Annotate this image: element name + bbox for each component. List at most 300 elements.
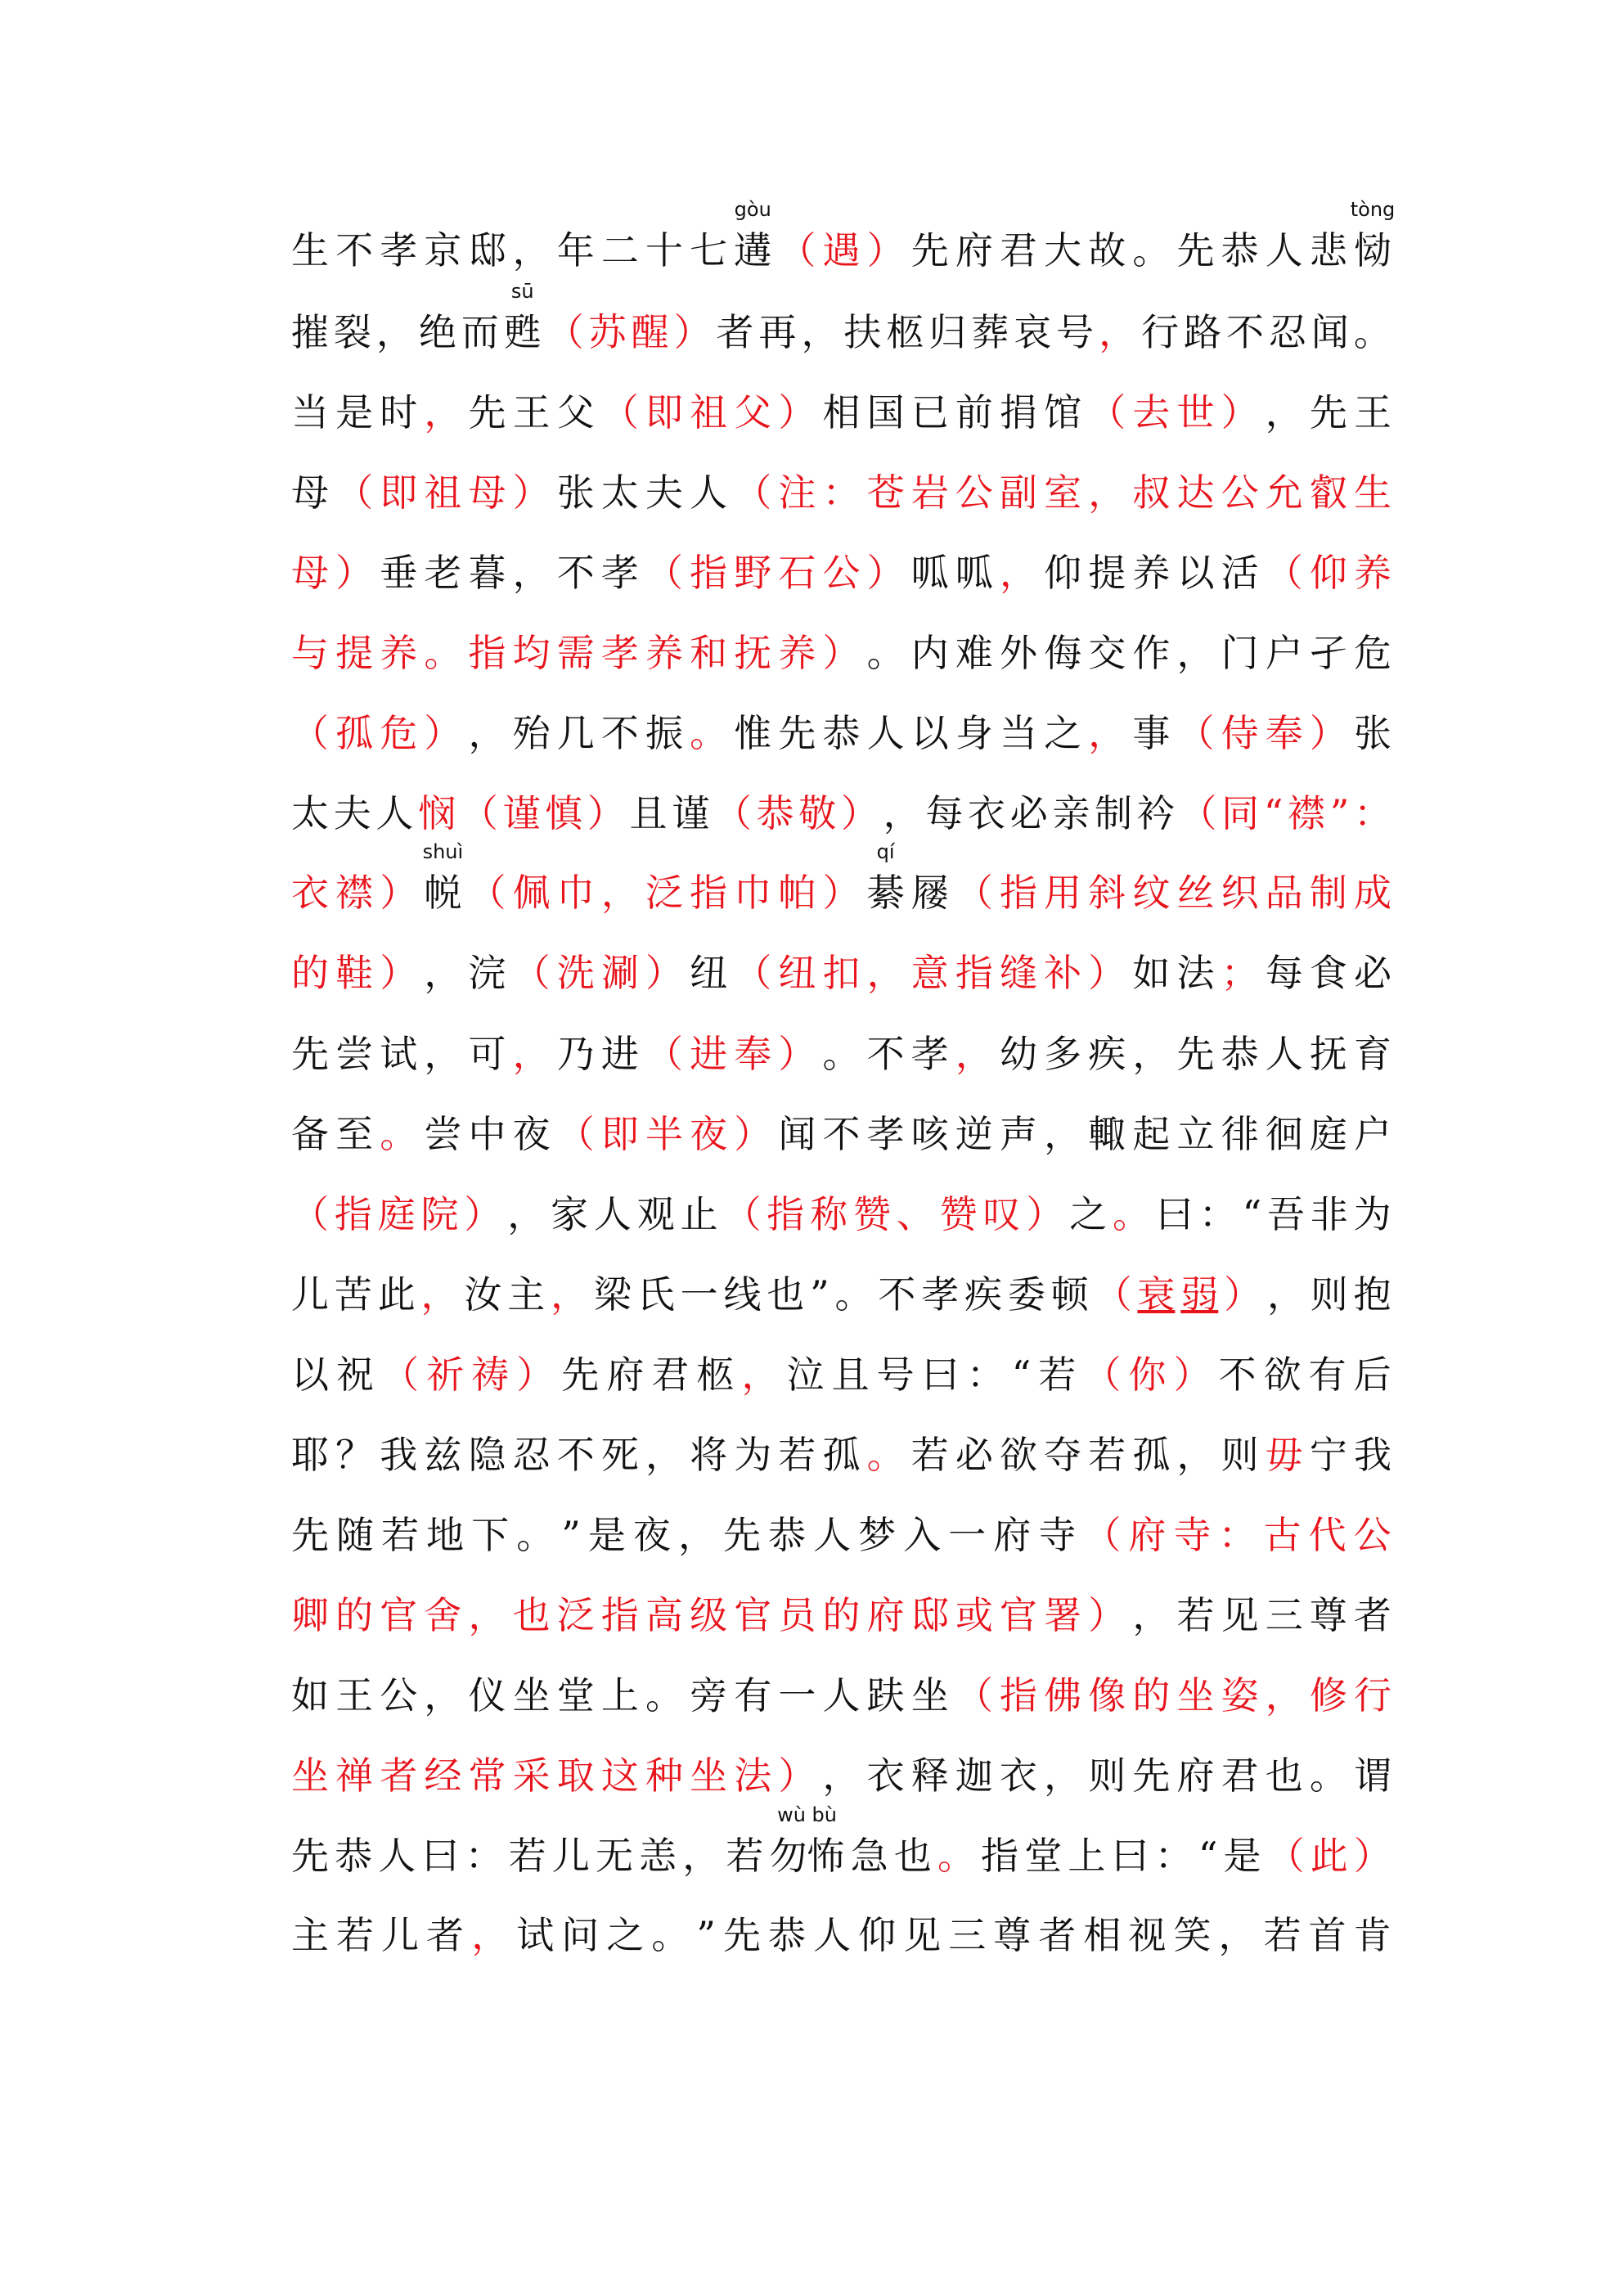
body-text: 侮 <box>1044 631 1082 675</box>
annotation-text: ） <box>380 951 418 995</box>
body-text: 孝 <box>866 1112 905 1156</box>
body-text: 孤 <box>822 1433 861 1477</box>
body-text: 先 <box>1176 1032 1215 1076</box>
body-text: 太 <box>291 791 329 835</box>
body-text: 父 <box>556 390 595 434</box>
body-text: 线 <box>723 1272 762 1317</box>
body-text: 迦 <box>955 1754 993 1798</box>
annotation-text: 佛 <box>1044 1673 1082 1717</box>
body-text: 绝 <box>418 310 456 354</box>
body-text: 后 <box>1353 1353 1391 1397</box>
body-text: 孑 <box>1309 631 1347 675</box>
body-text: 若 <box>1038 1353 1077 1397</box>
annotation-text: ） <box>335 551 374 595</box>
annotation-text: 或 <box>955 1593 993 1637</box>
body-text: 吾 <box>1266 1192 1305 1236</box>
body-text: 扶 <box>843 310 882 354</box>
body-text: 下 <box>471 1513 510 1557</box>
annotation-text: 叔 <box>1132 470 1171 515</box>
body-text: 孝 <box>921 1272 960 1317</box>
body-text: 前 <box>955 390 993 434</box>
annotation-text: 半 <box>645 1112 683 1156</box>
body-text: 号 <box>876 1353 915 1397</box>
text-line <box>291 389 1391 435</box>
body-text: 疾 <box>964 1272 1003 1317</box>
body-text: 进 <box>600 1032 639 1076</box>
body-text: 且 <box>629 791 668 835</box>
annotation-text: 寺 <box>1173 1513 1212 1557</box>
annotation-text: 即 <box>645 390 683 434</box>
body-text: 非 <box>1310 1192 1348 1236</box>
annotation-text: 赞 <box>852 1192 891 1236</box>
body-text: “ <box>1198 1834 1218 1878</box>
body-text: 衣 <box>1000 1754 1037 1798</box>
annotation-text: （ <box>1083 1513 1122 1557</box>
annotation-text: 补 <box>1044 951 1082 995</box>
annotation-text: 均 <box>512 631 551 675</box>
annotated-text: 帨 <box>424 871 462 915</box>
body-text: 忍 <box>1268 310 1306 354</box>
body-text: 养 <box>1132 551 1171 595</box>
text-line <box>291 1672 1391 1718</box>
annotated-text: 恸 <box>1354 228 1391 272</box>
annotation-text: 养 <box>380 631 418 675</box>
body-text: 时 <box>380 390 418 434</box>
body-text: 每 <box>925 791 964 835</box>
annotation-text: “ <box>1263 791 1284 835</box>
annotation-text: ） <box>778 390 816 434</box>
annotation-text: （ <box>955 1673 993 1717</box>
annotation-text: 去 <box>1132 390 1171 434</box>
annotation-text: 。 <box>866 1433 905 1477</box>
annotation-text: 舍 <box>424 1593 462 1637</box>
body-text: 若 <box>336 1913 375 1957</box>
body-text: 欲 <box>1263 1353 1302 1397</box>
pinyin-annotation: shuì <box>422 840 464 863</box>
pinyin-annotation: tòng <box>1350 198 1396 221</box>
body-text: ， <box>677 1513 716 1557</box>
annotation-text: 醒 <box>631 310 669 354</box>
body-text: 京 <box>424 228 462 272</box>
body-text: 先 <box>468 390 506 434</box>
annotation-text: 官 <box>734 1593 772 1637</box>
body-text: 谨 <box>672 791 710 835</box>
text-line <box>291 1753 1391 1799</box>
annotation-text: 府 <box>1128 1513 1167 1557</box>
annotation-text: 提 <box>335 631 374 675</box>
body-text: ， <box>424 951 462 995</box>
annotation-text: ， <box>512 1032 551 1076</box>
body-text: 以 <box>291 1353 329 1397</box>
annotation-text: 母 <box>468 470 506 515</box>
annotation-text: ） <box>1309 711 1347 755</box>
body-text: 若 <box>381 1513 420 1557</box>
annotation-text: 衰 <box>1137 1272 1176 1317</box>
annotation-text: 赞 <box>939 1192 978 1236</box>
body-text: 汝 <box>464 1272 502 1317</box>
body-text: 氏 <box>636 1272 675 1317</box>
body-text: 如 <box>291 1673 329 1717</box>
annotation-text: 你 <box>1128 1353 1167 1397</box>
body-text: 相 <box>822 390 861 434</box>
text-line <box>291 630 1391 676</box>
body-text: 梁 <box>593 1272 632 1317</box>
body-text: 张 <box>1354 711 1391 755</box>
body-text: 人 <box>375 791 414 835</box>
annotation-text: 侍 <box>1221 711 1259 755</box>
body-text: 抱 <box>1353 1272 1391 1317</box>
body-text: 人 <box>866 711 905 755</box>
annotation-text: 署 <box>1044 1593 1082 1637</box>
annotation-text: 公 <box>822 551 861 595</box>
annotation-text: ） <box>840 791 879 835</box>
body-text: ？ <box>335 1433 374 1477</box>
body-text: 輙 <box>1088 1112 1126 1156</box>
body-text: 以 <box>1176 551 1215 595</box>
body-text: 趺 <box>866 1673 905 1717</box>
body-text: ： <box>966 1353 1005 1397</box>
annotation-text: 苏 <box>588 310 627 354</box>
annotation-text: 纽 <box>778 951 816 995</box>
body-text: ， <box>1265 390 1303 434</box>
annotation-text: 制 <box>1309 871 1347 915</box>
body-text: 生 <box>291 228 329 272</box>
body-text: 至 <box>335 1112 374 1156</box>
body-text: 。 <box>651 1913 690 1957</box>
pinyin-annotation: sū <box>510 280 534 303</box>
body-text: ， <box>507 1192 546 1236</box>
annotation-text: ） <box>512 470 551 515</box>
body-text: 恭 <box>768 1513 807 1557</box>
body-text: 人 <box>1265 1032 1303 1076</box>
annotation-text: 公 <box>955 470 993 515</box>
annotation-text: 泛 <box>645 871 683 915</box>
annotation-text: ） <box>778 1032 816 1076</box>
body-text: 不 <box>1225 310 1264 354</box>
annotation-text: ： <box>1218 1513 1257 1557</box>
annotation-text: （ <box>546 310 584 354</box>
body-text: 苦 <box>334 1272 372 1317</box>
body-text: ， <box>1218 1913 1257 1957</box>
annotation-text: 仰 <box>1309 551 1347 595</box>
body-text: “ <box>1011 1353 1032 1397</box>
annotation-text: 代 <box>1308 1513 1347 1557</box>
body-text: ： <box>1154 1834 1193 1878</box>
annotation-text: 指 <box>1000 1673 1037 1717</box>
annotation-text: 公 <box>1221 470 1259 515</box>
annotation-text: 悯 <box>418 791 456 835</box>
annotation-text: （ <box>291 711 329 755</box>
body-text: 衣 <box>866 1754 905 1798</box>
body-text: 行 <box>1141 310 1180 354</box>
body-text: 先 <box>291 1834 329 1878</box>
text-line <box>291 198 1396 273</box>
annotation-text: 谨 <box>502 791 541 835</box>
annotation-text: 。 <box>690 711 728 755</box>
annotation-text: 的 <box>335 1593 374 1637</box>
body-text: 法 <box>1176 951 1215 995</box>
pinyin-annotation: qí <box>876 840 895 863</box>
annotation-text: 成 <box>1354 871 1391 915</box>
body-text: ， <box>375 310 414 354</box>
annotation-text: 这 <box>600 1754 639 1798</box>
body-text: 若 <box>726 1834 764 1878</box>
body-text: 起 <box>1132 1112 1171 1156</box>
body-text: 人 <box>378 1834 416 1878</box>
body-text: 几 <box>556 711 595 755</box>
body-text: 夫 <box>333 791 371 835</box>
annotation-text: ） <box>778 1754 816 1798</box>
body-text: ， <box>1132 1032 1171 1076</box>
annotation-text: ： <box>1353 791 1391 835</box>
annotation-text: ） <box>1353 1834 1391 1878</box>
body-text: ” <box>696 1913 716 1957</box>
body-text: 哀 <box>1014 310 1052 354</box>
body-text: ， <box>1044 1112 1082 1156</box>
body-text: 恭 <box>1221 228 1259 272</box>
annotation-text: 品 <box>1265 871 1303 915</box>
annotation-text: 采 <box>512 1754 551 1798</box>
text-line <box>291 1512 1391 1558</box>
body-text: 先 <box>778 711 816 755</box>
annotated-text: 甦 <box>503 310 542 354</box>
annotation-text: ） <box>645 951 683 995</box>
body-text: 呱 <box>910 551 949 595</box>
annotation-text: 养 <box>1354 551 1391 595</box>
annotation-text: 庭 <box>377 1192 416 1236</box>
annotation-text: 级 <box>690 1593 728 1637</box>
body-text: 我 <box>380 1433 418 1477</box>
body-text: 旁 <box>690 1673 728 1717</box>
annotation-text: 夜 <box>690 1112 728 1156</box>
annotation-text: 法 <box>734 1754 772 1798</box>
annotation-text: （ <box>600 390 639 434</box>
annotation-text: 野 <box>734 551 772 595</box>
annotation-text: ， <box>955 1032 993 1076</box>
annotation-text: 副 <box>1000 470 1037 515</box>
body-text: 邸 <box>468 228 506 272</box>
body-text: 王 <box>512 390 551 434</box>
annotation-text: 坐 <box>291 1754 329 1798</box>
annotation-text: ， <box>420 1272 459 1317</box>
text-line <box>291 1031 1391 1077</box>
body-text: 顿 <box>1050 1272 1089 1317</box>
text-line <box>291 1592 1391 1638</box>
body-text: 不 <box>556 1433 595 1477</box>
body-text: 纽 <box>690 951 728 995</box>
body-text: 内 <box>910 631 949 675</box>
annotation-text: 像 <box>1088 1673 1126 1717</box>
annotation-text: 注 <box>778 470 816 515</box>
body-text: 隐 <box>468 1433 506 1477</box>
body-text: 我 <box>1354 1433 1391 1477</box>
annotation-text: （ <box>1266 1834 1305 1878</box>
body-text: 则 <box>1221 1433 1259 1477</box>
body-text: 人 <box>813 1913 852 1957</box>
annotation-text: （ <box>460 791 498 835</box>
body-text: 急 <box>850 1834 888 1878</box>
annotation-text: ， <box>1265 1673 1303 1717</box>
body-text: 为 <box>734 1433 772 1477</box>
body-text: 肯 <box>1353 1913 1391 1957</box>
body-text: ， <box>468 711 506 755</box>
annotation-text: （ <box>1265 551 1303 595</box>
body-text: 可 <box>468 1032 506 1076</box>
body-text: 一 <box>778 1673 816 1717</box>
annotation-text: 奉 <box>734 1032 772 1076</box>
text-line <box>291 1111 1391 1157</box>
body-text: ” <box>810 1272 829 1317</box>
annotation-text: 世 <box>1176 390 1215 434</box>
annotation-text: 母 <box>291 551 329 595</box>
body-text: 备 <box>291 1112 329 1156</box>
annotation-text: ） <box>380 871 418 915</box>
body-text: 仪 <box>468 1673 506 1717</box>
body-text: “ <box>1242 1192 1262 1236</box>
annotation-text: 弱 <box>1180 1272 1219 1317</box>
annotation-text: 此 <box>1310 1834 1348 1878</box>
body-text: 堂 <box>556 1673 595 1717</box>
annotation-text: ） <box>822 871 861 915</box>
body-text: 人 <box>690 470 728 515</box>
body-text: 指 <box>981 1834 1019 1878</box>
annotated-text: 勿怖 <box>769 1834 845 1878</box>
annotation-text: 。 <box>937 1834 975 1878</box>
annotation-text: 缝 <box>1000 951 1037 995</box>
body-text: 闻 <box>778 1112 816 1156</box>
body-text: 归 <box>928 310 967 354</box>
body-text: 馆 <box>1044 390 1082 434</box>
annotation-text: 洗 <box>556 951 595 995</box>
body-text: 孝 <box>600 551 639 595</box>
body-text: 不 <box>556 551 595 595</box>
body-text: 宁 <box>1309 1433 1347 1477</box>
text-line <box>291 950 1391 996</box>
text-line <box>291 1803 1391 1879</box>
body-text: ， <box>1176 631 1215 675</box>
body-text: 惟 <box>734 711 772 755</box>
body-text: 声 <box>1000 1112 1037 1156</box>
body-text: 多 <box>1044 1032 1082 1076</box>
body-text: 夫 <box>645 470 683 515</box>
annotation-text: （ <box>734 470 772 515</box>
body-text: 死 <box>600 1433 639 1477</box>
body-text: 必 <box>1354 951 1391 995</box>
body-text: 徊 <box>1265 1112 1303 1156</box>
body-text: 之 <box>1044 711 1082 755</box>
annotation-text: 官 <box>380 1593 418 1637</box>
body-text: 欲 <box>1000 1433 1037 1477</box>
body-text: 恭 <box>1221 1032 1259 1076</box>
annotation-text: 。 <box>1113 1192 1151 1236</box>
body-text: 则 <box>1310 1272 1348 1317</box>
body-text: 不 <box>878 1272 916 1317</box>
annotation-text: 行 <box>1354 1673 1391 1717</box>
body-text: 泣 <box>786 1353 825 1397</box>
body-text: 也 <box>1265 1754 1303 1798</box>
annotation-text: 巾 <box>556 871 595 915</box>
annotation-text: ） <box>1088 951 1126 995</box>
annotation-text: （ <box>556 1112 595 1156</box>
annotation-text: 敬 <box>798 791 837 835</box>
annotation-text: 。 <box>424 631 462 675</box>
body-text: 此 <box>377 1272 416 1317</box>
body-text: 柩 <box>696 1353 735 1397</box>
body-text: 。 <box>1309 1754 1347 1798</box>
annotation-text: 古 <box>1263 1513 1302 1557</box>
annotation-text: （ <box>713 791 752 835</box>
body-text: 君 <box>651 1353 690 1397</box>
body-text: 曰 <box>421 1834 460 1878</box>
annotation-text: 巾 <box>734 871 772 915</box>
annotation-text: 抚 <box>734 631 772 675</box>
body-text: 外 <box>1000 631 1037 675</box>
annotation-text: 常 <box>468 1754 506 1798</box>
body-text: 君 <box>1221 1754 1259 1798</box>
text-line <box>291 710 1391 756</box>
body-text: 一 <box>680 1272 718 1317</box>
body-text: 三 <box>1265 1593 1303 1637</box>
annotation-text: 室 <box>1044 470 1082 515</box>
body-text: ， <box>1132 1593 1171 1637</box>
body-text: 垂 <box>380 551 418 595</box>
body-text: 若 <box>1088 1433 1126 1477</box>
annotation-text: 奉 <box>1265 711 1303 755</box>
body-text: ” <box>561 1513 581 1557</box>
body-text: ： <box>465 1834 503 1878</box>
body-text: 逆 <box>955 1112 993 1156</box>
body-text: ， <box>1266 1272 1305 1317</box>
body-text: 者 <box>426 1913 465 1957</box>
body-text: 如 <box>1132 951 1171 995</box>
body-text: 人 <box>593 1192 632 1236</box>
body-text: 曰 <box>1155 1192 1194 1236</box>
annotation-text: ） <box>424 711 462 755</box>
body-text: 先 <box>1309 390 1347 434</box>
body-text: 事 <box>1132 711 1171 755</box>
body-text: 也 <box>893 1834 932 1878</box>
body-text: 见 <box>903 1913 942 1957</box>
body-text: ， <box>1176 1433 1215 1477</box>
annotation-text: 的 <box>1132 1673 1171 1717</box>
body-text: 大 <box>1044 228 1082 272</box>
body-text: 是 <box>1223 1834 1261 1878</box>
body-text: 育 <box>1354 1032 1391 1076</box>
annotation-text: 慎 <box>545 791 583 835</box>
body-text: 活 <box>1221 551 1259 595</box>
annotation-text: （ <box>335 470 374 515</box>
body-text: 不 <box>600 711 639 755</box>
body-text: 夜 <box>512 1112 551 1156</box>
body-text: 恙 <box>639 1834 677 1878</box>
body-text: 若 <box>910 1433 949 1477</box>
text-line <box>291 1432 1391 1478</box>
annotation-text: 衣 <box>291 871 329 915</box>
annotation-text: 禅 <box>335 1754 374 1798</box>
annotation-text: 指 <box>1000 871 1037 915</box>
body-text: 再 <box>758 310 797 354</box>
body-text: 先 <box>723 1913 761 1957</box>
annotation-text: 丝 <box>1176 871 1215 915</box>
body-text: 无 <box>595 1834 633 1878</box>
pinyin-annotation: wù bù <box>777 1803 838 1826</box>
annotation-text: 府 <box>866 1593 905 1637</box>
body-text: 。 <box>822 1032 861 1076</box>
body-text: 食 <box>1309 951 1347 995</box>
body-text: 先 <box>723 1513 761 1557</box>
annotation-text: 叡 <box>1309 470 1347 515</box>
body-text: 屦 <box>910 871 949 915</box>
